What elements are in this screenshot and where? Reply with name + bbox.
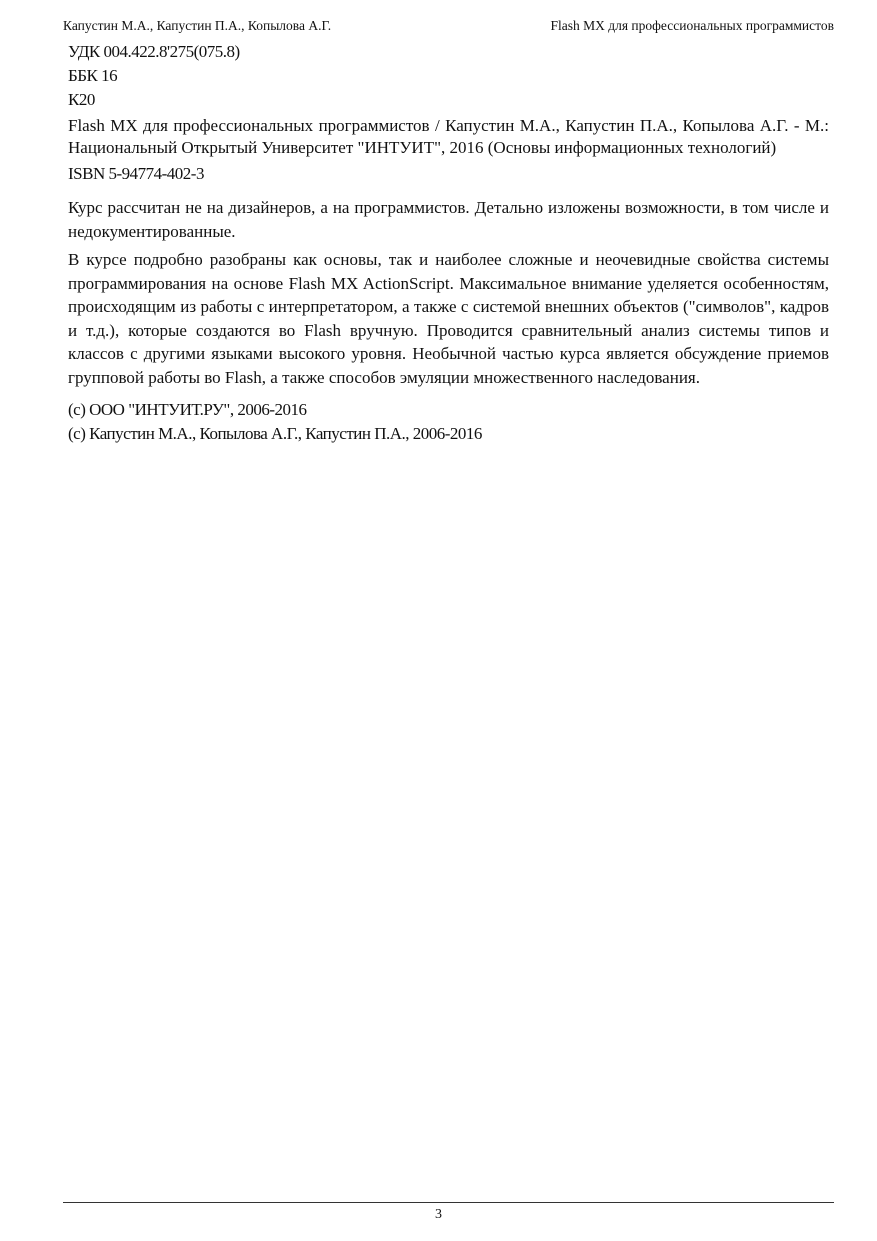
- imprint-content: [68, 40, 829, 446]
- copyright-line-1: (c) ООО "ИНТУИТ.РУ", 2006-2016: [68, 400, 307, 419]
- copyright-line-2: (c) Капустин М.А., Копылова А.Г., Капустин П.А., 2006-2016: [68, 424, 482, 443]
- author-code: К20: [68, 90, 95, 109]
- abstract-paragraph-1: Курс рассчитан не на дизайнеров, а на программистов. Детально изложены возможности, в том числе и недокументированные.: [68, 198, 829, 241]
- footer-divider: [63, 1202, 834, 1203]
- bbk-code: ББК 16: [68, 66, 118, 85]
- running-header-authors: Капустин М.А., Капустин П.А., Копылова А.Г.: [63, 18, 332, 33]
- running-header-title: Flash MX для профессиональных программистов: [550, 18, 834, 33]
- abstract-paragraph-2: В курсе подробно разобраны как основы, так и наиболее сложные и неочевидные свойства системы программирования на основе Flash MX ActionScript. Максимальное внимание уделяется особенностям, происходящим из работы с интерпретатором, а также с системой внешних объектов ("символов", кадров и т.д.), которые создаются во Flash вручную. Проводится сравнительный анализ системы типов и классов с другими языками высокого уровня. Необычной частью курса является обсуждение приемов групповой работы во Flash, а также способов эмуляции множественного наследования.: [68, 250, 829, 387]
- page-number: 3: [435, 1207, 442, 1222]
- udk-code: УДК 004.422.8'275(075.8): [68, 42, 240, 61]
- isbn: ISBN 5-94774-402-3: [68, 164, 204, 183]
- bibliographic-citation: Flash MX для профессиональных программистов / Капустин М.А., Капустин П.А., Копылова А.Г. - М.: Национальный Открытый Университет "ИНТУИТ", 2016 (Основы информационных технологий): [68, 116, 829, 157]
